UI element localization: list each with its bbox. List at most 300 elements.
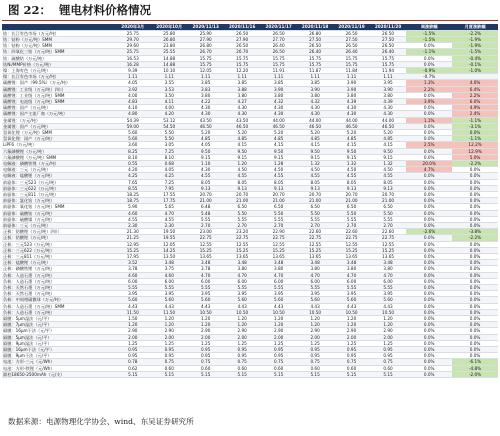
price-cell: 26.40 [333,49,369,55]
price-cell: 46.50 [370,123,406,129]
material-name-cell: 负极：人造石墨（万元/吨） [2,272,115,278]
price-cell: 2.90 [297,328,333,334]
change-cell: 0.0% [406,154,452,160]
price-cell: 4.80 [115,111,151,117]
price-cell: 26.50 [333,43,369,49]
price-cell: 0.95 [333,353,369,359]
price-cell: 4.30 [187,105,223,111]
material-name-cell: 碳酸锂：电池级（万元/吨）SMM [2,98,115,104]
price-cell: 3.53 [151,86,187,92]
price-cell: 4.30 [370,111,406,117]
change-cell: 2.2% [406,86,452,92]
change-cell: -0.7% [406,74,452,80]
change-cell: 0.0% [406,148,452,154]
price-cell: 15.75 [333,61,369,67]
price-cell: 15.75 [187,55,223,61]
price-cell: 3.90 [297,86,333,92]
price-cell: 23.00 [187,229,223,235]
price-cell: 5.55 [224,285,260,291]
price-cell: 3.80 [333,266,369,272]
change-cell: 0.0% [452,347,498,353]
price-cell: 43.50 [187,117,223,123]
material-name-cell: 正极：钴酸锂（万元/吨） [2,235,115,241]
change-cell: 0.0% [406,247,452,253]
material-name-cell: 钴：钴粉（万元/吨）SMM [2,36,115,42]
change-cell: 0.0% [452,353,498,359]
price-cell: 8.05 [333,179,369,185]
price-cell: 1.25 [333,340,369,346]
material-name-cell: 负极：天然石墨（万元/吨） [2,291,115,297]
price-cell: 0.75 [151,359,187,365]
price-cell: 0.95 [115,347,151,353]
price-cell: 2.30 [151,222,187,228]
column-header: 2020/11/13 [187,24,223,30]
price-cell: 10.50 [224,309,260,315]
price-cell: 21.00 [260,198,296,204]
price-cell: 46.50 [260,123,296,129]
price-cell: 0.95 [260,347,296,353]
price-cell: 3.80 [260,92,296,98]
price-cell: 15.25 [115,247,151,253]
change-cell: 0.0% [452,297,498,303]
change-cell: -1.1% [452,117,498,123]
change-cell: 6.4% [452,86,498,92]
price-cell: 5.20 [260,129,296,135]
material-name-cell: 负极：人造石墨（万元/吨）SMM [2,303,115,309]
material-name-cell: 正极：钴酸锂（万元/吨）四川 [2,229,115,235]
price-cell: 2.30 [115,222,151,228]
price-cell: 18.75 [115,198,151,204]
change-cell: 0.0% [452,198,498,204]
price-cell: 26.50 [224,30,260,36]
change-cell: 0.0% [406,241,452,247]
price-cell: 9.39 [115,67,151,73]
price-cell: 1.20 [151,316,187,322]
price-cell: 0.95 [187,347,223,353]
price-cell: 25.75 [115,30,151,36]
price-cell: 10.50 [370,309,406,315]
price-cell: 8.25 [115,148,151,154]
price-cell: 5.60 [187,297,223,303]
column-header: 周涨跌幅 [406,24,452,30]
change-cell: 0.0% [452,303,498,309]
price-cell: 4.55 [151,216,187,222]
change-cell: 0.0% [406,191,452,197]
price-cell: 9.15 [370,154,406,160]
change-cell: 0.0% [452,241,498,247]
price-cell: 15.75 [333,55,369,61]
price-cell: 3.95 [370,291,406,297]
change-cell: 20.0% [406,160,452,166]
change-cell: 0.0% [406,204,452,210]
price-cell: 26.80 [151,36,187,42]
price-cell: 7.95 [151,185,187,191]
price-cell: 10.10 [151,67,187,73]
price-cell: 4.00 [115,92,151,98]
change-cell: 0.0% [406,43,452,49]
change-cell: 1.1% [406,117,452,123]
price-cell: 17.75 [151,198,187,204]
price-cell: 18.25 [115,191,151,197]
price-cell: 4.30 [297,111,333,117]
price-cell: 1.25 [151,340,187,346]
change-cell: 0.0% [406,61,452,67]
price-cell: 6.00 [370,278,406,284]
price-cell: 46.50 [224,123,260,129]
change-cell: 4.7% [406,167,452,173]
price-cell: 4.30 [224,105,260,111]
price-cell: 0.75 [370,359,406,365]
price-cell: 5.15 [260,371,296,377]
price-cell: 3.83 [187,86,223,92]
price-cell: 2.00 [224,334,260,340]
material-name-cell: 隔膜：5μm湿法（元/平） [2,334,115,340]
material-name-cell: 金属锂：（万元/吨） [2,117,115,123]
change-cell: -2.2% [452,160,498,166]
price-cell: 15.75 [297,61,333,67]
change-cell: -2.2% [452,235,498,241]
price-cell: 6.50 [333,204,369,210]
change-cell: -0.1% [452,61,498,67]
price-cell: 3.78 [187,266,223,272]
price-cell: 4.30 [187,167,223,173]
price-cell: 15.75 [370,61,406,67]
price-cell: 3.75 [151,266,187,272]
price-cell: 10.50 [297,309,333,315]
price-cell: 22.75 [260,235,296,241]
material-name-cell: 正极：三元811（万元/吨） [2,254,115,260]
change-cell: 0.0% [452,260,498,266]
price-cell: 2.70 [187,222,223,228]
material-name-cell: 六氟磷酸锂（万元/吨） [2,148,115,154]
material-name-cell: 钴：硫酸钴（万元/吨） [2,55,115,61]
material-name-cell: 圆柱18650-2500mAh（元/支） [2,371,115,377]
material-name-cell: 前驱体：硫酸镍（万元/吨） [2,216,115,222]
change-cell: 0.0% [452,185,498,191]
price-cell: 26.50 [297,43,333,49]
price-cell: 3.95 [297,291,333,297]
price-cell: 20.70 [333,191,369,197]
price-cell: 5.20 [224,129,260,135]
material-name-cell: 负极：天然石墨（万元/吨） [2,285,115,291]
price-cell: 22.90 [260,229,296,235]
price-cell: 6.50 [260,204,296,210]
material-name-cell: 电解液：磷酸铁锂（万元/吨） [2,160,115,166]
change-cell: 0.0% [406,309,452,315]
price-cell: 6.00 [333,278,369,284]
price-cell: 1.20 [370,316,406,322]
change-cell: 0.0% [452,316,498,322]
change-cell: 0.0% [452,173,498,179]
price-cell: 22.60 [370,229,406,235]
price-cell: 0.75 [260,359,296,365]
price-cell: 5.20 [187,129,223,135]
price-cell: 5.15 [224,371,260,377]
price-cell: 11.50 [115,309,151,315]
price-cell: 5.20 [297,129,333,135]
price-cell: 1.25 [115,340,151,346]
material-name-cell: 电池：方形-三元（元/Wh） [2,359,115,365]
price-cell: 3.95 [370,80,406,86]
price-cell: 13.65 [370,254,406,260]
price-cell: 16.28 [115,61,151,67]
price-cell: 0.75 [224,359,260,365]
change-cell: 0.0% [406,328,452,334]
change-cell: 2.4% [452,111,498,117]
price-cell: 15.75 [260,61,296,67]
price-cell: 4.30 [370,105,406,111]
price-cell: 3.90 [260,86,296,92]
price-cell: 3.48 [224,260,260,266]
price-cell: 1.25 [370,340,406,346]
price-cell: 29.60 [115,43,151,49]
change-cell: 2.5% [406,142,452,148]
price-cell: 4.85 [333,136,369,142]
price-cell: 17.95 [115,254,151,260]
price-cell: 1.32 [333,160,369,166]
material-name-cell: 前驱体：三元（万元/吨） [2,222,115,228]
change-cell: 12.2% [452,142,498,148]
change-cell: 0.0% [452,191,498,197]
price-cell: 4.30 [260,105,296,111]
price-cell: 46.50 [297,123,333,129]
material-name-cell: 隔膜：16μm干法（元/平） [2,328,115,334]
material-name-cell: 电解液：锰酸锂（万元/吨） [2,173,115,179]
price-cell: 2.70 [224,222,260,228]
price-cell: 3.90 [333,86,369,92]
price-cell: 2.00 [187,334,223,340]
price-cell: 1.20 [115,322,151,328]
price-cell: 12.05 [187,67,223,73]
price-cell: 5.55 [187,285,223,291]
change-cell: 0.0% [406,185,452,191]
price-cell: 0.75 [297,359,333,365]
price-cell: 0.78 [115,359,151,365]
change-cell: -4.8% [452,365,498,371]
price-cell: 26.40 [297,49,333,55]
price-cell: 6.48 [187,204,223,210]
price-cell: 4.70 [224,272,260,278]
price-cell: 8.05 [260,179,296,185]
price-cell: 5.60 [115,129,151,135]
price-cell: 1.20 [333,322,369,328]
price-cell: 4.85 [297,136,333,142]
price-cell: 5.60 [333,297,369,303]
price-cell: 13.65 [224,254,260,260]
material-name-cell: 钴：长江有色市场（万元/吨） [2,30,115,36]
price-cell: 9.13 [370,185,406,191]
price-cell: 21.00 [370,198,406,204]
price-cell: 44.00 [370,117,406,123]
material-name-cell: 隔膜：9μm干法（元/平） [2,353,115,359]
price-cell: 4.15 [224,142,260,148]
change-cell: 0.0% [406,359,452,365]
price-cell: 4.32 [260,98,296,104]
price-cell: 9.50 [224,148,260,154]
price-cell: 4.85 [260,136,296,142]
material-name-cell: 碳酸锂：国产（99.5%）（万元/吨） [2,80,115,86]
price-cell: 1.25 [224,340,260,346]
material-name-cell: 前驱体：硫酸钴（万元/吨） [2,210,115,216]
column-header: 月度涨跌幅 [452,24,498,30]
change-cell: 0.0% [452,210,498,216]
price-cell: 27.90 [224,36,260,42]
price-cell: 4.55 [297,173,333,179]
price-table [2,24,498,378]
price-cell: 2.00 [370,334,406,340]
price-cell: 1.32 [297,160,333,166]
change-cell: 0.0% [452,285,498,291]
price-cell: 4.05 [187,142,223,148]
change-cell: 0.0% [452,334,498,340]
price-cell: 4.10 [115,105,151,111]
price-cell: 25.80 [151,30,187,36]
price-cell: 17.55 [151,191,187,197]
price-cell: 1.25 [297,340,333,346]
price-cell: 4.50 [260,167,296,173]
material-name-cell: 负极：人造石墨（万元/吨） [2,309,115,315]
price-cell: 10.50 [260,309,296,315]
price-cell: 4.55 [224,173,260,179]
price-cell: 20.70 [260,191,296,197]
price-cell: 3.90 [333,80,369,86]
price-cell: 4.30 [333,111,369,117]
price-cell: 27.70 [260,36,296,42]
price-cell: 9.15 [260,154,296,160]
price-cell: 20.70 [370,191,406,197]
price-cell: 3.80 [224,266,260,272]
price-cell: 13.65 [187,254,223,260]
price-cell: 0.55 [115,160,151,166]
price-cell: 3.80 [370,92,406,98]
price-cell: 0.60 [333,365,369,371]
price-cell: 6.00 [151,278,187,284]
price-cell: 5.55 [297,285,333,291]
price-cell: 10.50 [333,309,369,315]
price-cell: 3.52 [115,260,151,266]
price-cell: 0.60 [224,365,260,371]
price-cell: 26.50 [224,43,260,49]
change-cell: 0.0% [406,254,452,260]
price-cell: 21.00 [333,198,369,204]
price-cell: 15.25 [260,247,296,253]
price-cell: 1.11 [224,74,260,80]
change-cell: 0.0% [406,55,452,61]
price-cell: 12.55 [187,241,223,247]
price-cell: 6.00 [224,278,260,284]
price-cell: 22.75 [224,235,260,241]
price-cell: 11.50 [151,309,187,315]
price-cell: 4.60 [115,272,151,278]
price-cell: 21.00 [187,198,223,204]
price-cell: 4.30 [187,111,223,117]
price-cell: 5.15 [187,371,223,377]
price-cell: 5.50 [224,210,260,216]
price-cell: 3.60 [115,142,151,148]
price-cell: 13.50 [151,254,187,260]
material-name-cell: 电池：方形-铁锂（元/Wh） [2,365,115,371]
price-cell: 5.55 [260,216,296,222]
change-cell: 0.0% [406,266,452,272]
price-cell: 5.55 [151,285,187,291]
price-cell: 3.48 [260,260,296,266]
price-cell: 27.50 [297,36,333,42]
price-cell: 0.75 [333,359,369,365]
price-cell: 4.30 [297,105,333,111]
price-cell: 26.50 [333,30,369,36]
price-cell: 4.60 [115,210,151,216]
change-cell: 0.0% [452,328,498,334]
price-cell: 13.65 [260,254,296,260]
price-cell: 4.00 [151,105,187,111]
change-cell: 0.0% [452,167,498,173]
price-cell: 0.95 [151,353,187,359]
price-cell: 5.55 [333,216,369,222]
change-cell: -1.5% [452,49,498,55]
change-cell: -1.5% [406,36,452,42]
change-cell: 0.0% [406,136,452,142]
price-cell: 15.25 [224,247,260,253]
price-cell: 0.95 [224,353,260,359]
price-cell: 1.20 [260,322,296,328]
material-name-cell: 碳酸锂：国产主流厂商（万元/吨） [2,111,115,117]
change-cell: 0.0% [406,235,452,241]
price-cell: 9.15 [297,154,333,160]
price-cell: 21.00 [297,198,333,204]
price-cell: 26.70 [187,49,223,55]
change-cell: 0.0% [452,179,498,185]
price-cell: 4.25 [115,173,151,179]
price-cell: 5.15 [115,371,151,377]
material-name-cell: 前驱体：氯化钴（万元/吨） [2,198,115,204]
price-cell: 11.84 [333,67,369,73]
price-cell: 4.05 [115,80,151,86]
price-cell: 4.27 [224,98,260,104]
price-cell: 8.05 [370,179,406,185]
change-cell: 0.0% [406,347,452,353]
price-cell: 26.80 [297,30,333,36]
price-cell: 26.50 [260,49,296,55]
price-cell: 11.87 [297,67,333,73]
change-cell: -0.9% [406,67,452,73]
price-cell: 9.50 [187,148,223,154]
price-cell: 9.15 [224,154,260,160]
price-cell: 46.50 [333,123,369,129]
price-cell: 15.25 [297,247,333,253]
price-cell: 21.00 [224,198,260,204]
price-cell: 15.75 [187,61,223,67]
change-cell: -1.5% [406,30,452,36]
change-cell: 0.0% [452,204,498,210]
price-cell: 0.95 [297,353,333,359]
price-cell: 4.43 [151,303,187,309]
material-name-cell: 镍：长江有色市场（万元/吨） [2,74,115,80]
change-cell: 0.0% [406,129,452,135]
price-cell: 0.95 [151,347,187,353]
price-cell: 1.11 [333,74,369,80]
price-cell: 3.95 [333,291,369,297]
material-name-cell: 隔膜：5μm湿法（元/平） [2,316,115,322]
price-cell: 3.80 [333,92,369,98]
price-cell: 15.25 [370,247,406,253]
price-cell: 8.55 [115,185,151,191]
price-cell: 5.20 [370,129,406,135]
price-cell: 27.50 [370,36,406,42]
price-cell: 4.43 [370,303,406,309]
price-cell: 3.85 [224,80,260,86]
price-cell: 1.25 [260,340,296,346]
change-cell: 12.9% [452,148,498,154]
